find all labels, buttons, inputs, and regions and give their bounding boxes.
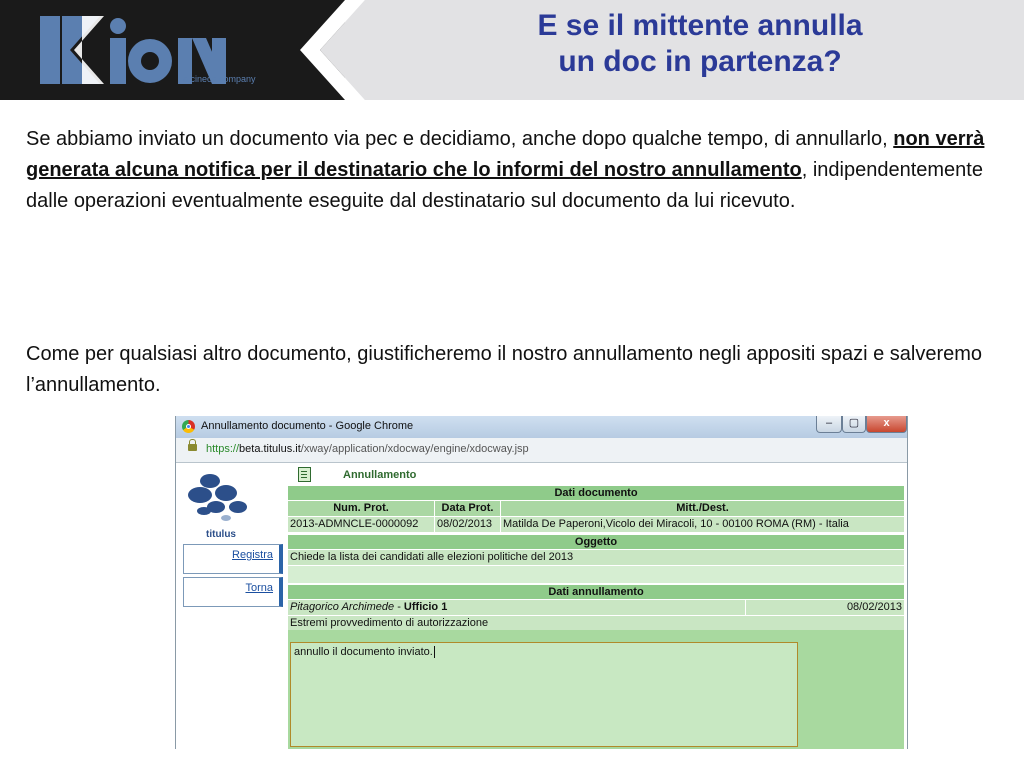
col-data-prot: Data Prot. xyxy=(435,501,501,516)
slide-header xyxy=(0,0,1024,100)
spacer-row xyxy=(288,566,904,583)
spacer-row-2 xyxy=(288,630,904,642)
motivazione-textarea[interactable] xyxy=(290,642,798,747)
estremi-label: Estremi provvedimento di autorizzazione xyxy=(290,617,489,629)
document-icon xyxy=(298,467,311,482)
mitt-dest-value: Matilda De Paperoni,Vicolo dei Miracoli, 10 - 00100 ROMA (RM) - Italia xyxy=(503,518,849,530)
registra-button[interactable]: Registra xyxy=(183,544,283,574)
autore-cell xyxy=(288,600,746,615)
form-title: Annullamento xyxy=(343,469,417,481)
motivazione-area xyxy=(288,642,904,749)
motivazione-text: annullo il documento inviato. xyxy=(294,646,433,658)
data-annullamento-value: 08/02/2013 xyxy=(846,601,902,613)
doc-columns-header xyxy=(288,501,904,516)
form-area xyxy=(288,463,907,749)
dati-annullamento-header: Dati annullamento xyxy=(288,585,904,599)
table-row xyxy=(288,517,904,532)
address-bar[interactable] xyxy=(176,438,907,463)
data-prot-value: 08/02/2013 xyxy=(435,517,501,532)
browser-window xyxy=(175,416,908,749)
oggetto-value: Chiede la lista dei candidati alle elezioni politiche del 2013 xyxy=(290,551,574,563)
col-mitt-dest: Mitt./Dest. xyxy=(501,501,904,516)
oggetto-row xyxy=(288,550,904,565)
p1-emphasis: non verrà generata alcuna notifica per il destinatario che lo informi del nostro annullamento xyxy=(26,128,985,181)
torna-button[interactable]: Torna xyxy=(183,577,283,607)
chrome-icon xyxy=(182,420,195,433)
close-button[interactable]: x xyxy=(866,416,907,433)
p1-text-a: Se abbiamo inviato un documento via pec e decidiamo, anche dopo qualche tempo, di annullarlo, xyxy=(26,128,894,150)
title-line-1: E se il mittente annulla xyxy=(537,9,863,42)
titulus-label: titulus xyxy=(206,529,236,540)
kion-logo xyxy=(0,0,440,100)
minimize-button[interactable]: – xyxy=(816,416,842,433)
logo-tagline: a cineca company xyxy=(183,74,256,84)
title-line-2: un doc in partenza? xyxy=(558,45,842,78)
paragraph-2: Come per qualsiasi altro documento, giustificheremo il nostro annullamento negli appositi spazi e salveremo l’annullamento. xyxy=(26,343,983,396)
url-text[interactable]: https://beta.titulus.it/xway/application/xdocway/engine/xdocway.jsp xyxy=(206,443,529,455)
text-caret xyxy=(434,646,435,658)
page-content xyxy=(176,463,907,749)
autore-value: Pitagorico Archimede xyxy=(290,601,395,613)
window-titlebar xyxy=(176,416,907,438)
p1-text-b: , indipendentemente dalle operazioni eventualmente eseguite dal destinatario sul documento da lui ricevuto. xyxy=(26,159,983,212)
slide-title xyxy=(440,8,960,80)
lock-icon xyxy=(188,444,197,451)
autore-separator: - xyxy=(394,601,404,613)
window-title: Annullamento documento - Google Chrome xyxy=(201,420,414,432)
estremi-row xyxy=(288,616,904,630)
annullamento-row xyxy=(288,600,904,615)
col-num-prot: Num. Prot. xyxy=(288,501,435,516)
oggetto-header: Oggetto xyxy=(288,535,904,549)
sidebar xyxy=(176,463,286,749)
num-prot-value: 2013-ADMNCLE-0000092 xyxy=(288,517,435,532)
ufficio-value: Ufficio 1 xyxy=(403,601,448,613)
maximize-button[interactable]: ▢ xyxy=(842,416,866,433)
dati-documento-header: Dati documento xyxy=(288,486,904,500)
paragraph-1 xyxy=(26,124,996,217)
titulus-logo-icon xyxy=(186,471,256,523)
